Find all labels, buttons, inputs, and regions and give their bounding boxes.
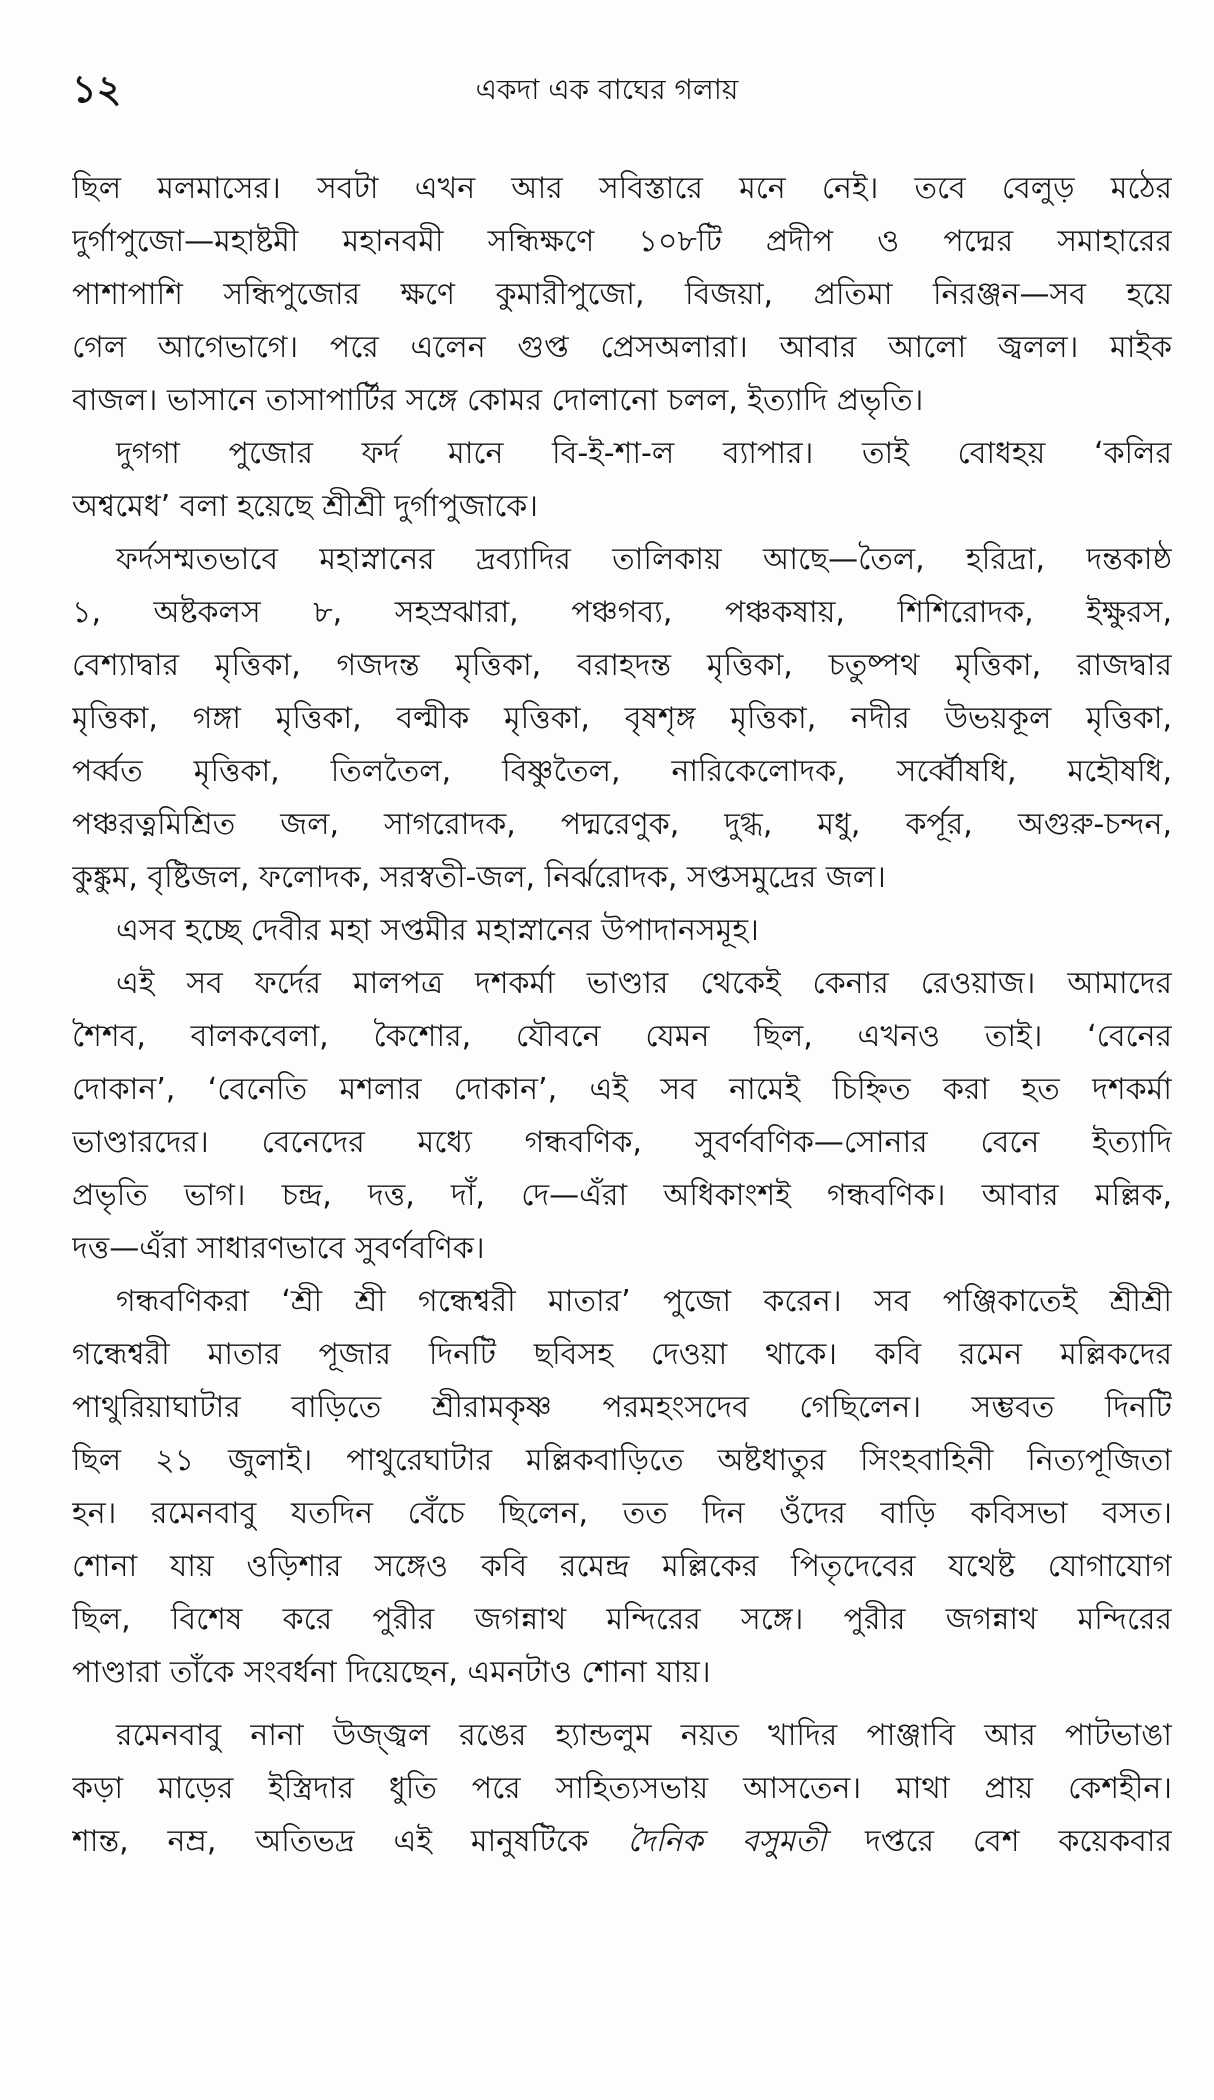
- text-line: কুঙ্কুম, বৃষ্টিজল, ফলোদক, সরস্বতী-জল, নির্ঝরোদক, সপ্তসমুদ্রের জল।: [72, 860, 886, 895]
- text-line: রমেনবাবু নানা উজ্জ্বল রঙের হ্যান্ডলুম নয়ত খাদির পাঞ্জাবি আর পাটভাঙা: [116, 1718, 1172, 1753]
- text-line: বেশ্যাদ্বার মৃত্তিকা, গজদন্ত মৃত্তিকা, বরাহদন্ত মৃত্তিকা, চতুষ্পথ মৃত্তিকা, রাজদ্বার: [72, 648, 1172, 683]
- page-number: ১২: [72, 67, 122, 111]
- text-line: অশ্বমেধ’ বলা হয়েছে শ্রীশ্রী দুর্গাপুজাকে।: [72, 489, 539, 524]
- text-line: পাশাপাশি সন্ধিপুজোর ক্ষণে কুমারীপুজো, বিজয়া, প্রতিমা নিরঞ্জন—সব হয়ে: [72, 277, 1172, 312]
- text-line: ফর্দসম্মতভাবে মহাস্নানের দ্রব্যাদির তালিকায় আছে—তৈল, হরিদ্রা, দন্তকাষ্ঠ: [116, 542, 1172, 577]
- text-line-mixed: [72, 1815, 1172, 1868]
- text-line: গেল আগেভাগে। পরে এলেন গুপ্ত প্রেসঅলারা। আবার আলো জ্বলল। মাইক: [72, 330, 1172, 365]
- body-text: [72, 162, 1172, 1868]
- text-line: শৈশব, বালকবেলা, কৈশোর, যৌবনে যেমন ছিল, এখনও তাই। ‘বেনের: [72, 1019, 1172, 1054]
- text-line: দত্ত—এঁরা সাধারণভাবে সুবর্ণবণিক।: [72, 1231, 485, 1266]
- text-line: ছিল, বিশেষ করে পুরীর জগন্নাথ মন্দিরের সঙ্গে। পুরীর জগন্নাথ মন্দিরের: [72, 1602, 1172, 1637]
- running-title: একদা এক বাঘের গলায়: [475, 73, 739, 106]
- text-line: পাণ্ডারা তাঁকে সংবর্ধনা দিয়েছেন, এমনটাও শোনা যায়।: [72, 1655, 711, 1690]
- text-line: মৃত্তিকা, গঙ্গা মৃত্তিকা, বল্মীক মৃত্তিকা, বৃষশৃঙ্গ মৃত্তিকা, নদীর উভয়কূল মৃত্তিকা,: [72, 701, 1172, 736]
- text-line: দুর্গাপুজো—মহাষ্টমী মহানবমী সন্ধিক্ষণে ১০৮টি প্রদীপ ও পদ্মের সমাহারের: [72, 224, 1172, 259]
- text-segment: দপ্তরে বেশ কয়েকবার: [865, 1824, 1172, 1859]
- text-segment: শান্ত, নম্র, অতিভদ্র এই মানুষটিকে: [72, 1824, 589, 1859]
- newspaper-name: দৈনিক বসুমতী: [627, 1824, 827, 1859]
- text-line: গন্ধবণিকরা ‘শ্রী শ্রী গন্ধেশ্বরী মাতার’ পুজো করেন। সব পঞ্জিকাতেই শ্রীশ্রী: [116, 1284, 1172, 1319]
- text-line: এসব হচ্ছে দেবীর মহা সপ্তমীর মহাস্নানের উপাদানসমূহ।: [116, 913, 759, 948]
- text-line: ছিল ২১ জুলাই। পাথুরেঘাটার মল্লিকবাড়িতে অষ্টধাতুর সিংহবাহিনী নিত্যপূজিতা: [72, 1443, 1172, 1478]
- text-line: পর্ব্বত মৃত্তিকা, তিলতৈল, বিষ্ণুতৈল, নারিকেলোদক, সর্ব্বৌষধি, মহৌষধি,: [72, 754, 1172, 789]
- text-line: হন। রমেনবাবু যতদিন বেঁচে ছিলেন, তত দিন ওঁদের বাড়ি কবিসভা বসত।: [72, 1496, 1172, 1531]
- text-line: ভাণ্ডারদের। বেনেদের মধ্যে গন্ধবণিক, সুবর্ণবণিক—সোনার বেনে ইত্যাদি: [72, 1125, 1172, 1160]
- text-line: পাথুরিয়াঘাটার বাড়িতে শ্রীরামকৃষ্ণ পরমহংসদেব গেছিলেন। সম্ভবত দিনটি: [72, 1390, 1172, 1425]
- text-line: এই সব ফর্দের মালপত্র দশকর্মা ভাণ্ডার থেকেই কেনার রেওয়াজ। আমাদের: [116, 966, 1172, 1001]
- text-line: পঞ্চরত্নমিশ্রিত জল, সাগরোদক, পদ্মরেণুক, দুগ্ধ, মধু, কর্পূর, অগুরু-চন্দন,: [72, 807, 1172, 842]
- page-header: [0, 64, 1214, 114]
- text-line: ছিল মলমাসের। সবটা এখন আর সবিস্তারে মনে নেই। তবে বেলুড় মঠের: [72, 171, 1172, 206]
- text-line: প্রভৃতি ভাগ। চন্দ্র, দত্ত, দাঁ, দে—এঁরা অধিকাংশই গন্ধবণিক। আবার মল্লিক,: [72, 1178, 1172, 1213]
- text-line: দোকান’, ‘বেনেতি মশলার দোকান’, এই সব নামেই চিহ্নিত করা হত দশকর্মা: [72, 1072, 1172, 1107]
- text-line: কড়া মাড়ের ইস্ত্রিদার ধুতি পরে সাহিত্যসভায় আসতেন। মাথা প্রায় কেশহীন।: [72, 1771, 1172, 1806]
- text-line: ১, অষ্টকলস ৮, সহস্রঝারা, পঞ্চগব্য, পঞ্চকষায়, শিশিরোদক, ইক্ষুরস,: [72, 595, 1172, 630]
- text-line: গন্ধেশ্বরী মাতার পূজার দিনটি ছবিসহ দেওয়া থাকে। কবি রমেন মল্লিকদের: [72, 1337, 1172, 1372]
- text-line: দুগগা পুজোর ফর্দ মানে বি-ই-শা-ল ব্যাপার। তাই বোধহয় ‘কলির: [116, 436, 1172, 471]
- text-line: বাজল। ভাসানে তাসাপার্টির সঙ্গে কোমর দোলানো চলল, ইত্যাদি প্রভৃতি।: [72, 383, 924, 418]
- text-line: শোনা যায় ওড়িশার সঙ্গেও কবি রমেন্দ্র মল্লিকের পিতৃদেবের যথেষ্ট যোগাযোগ: [72, 1549, 1172, 1584]
